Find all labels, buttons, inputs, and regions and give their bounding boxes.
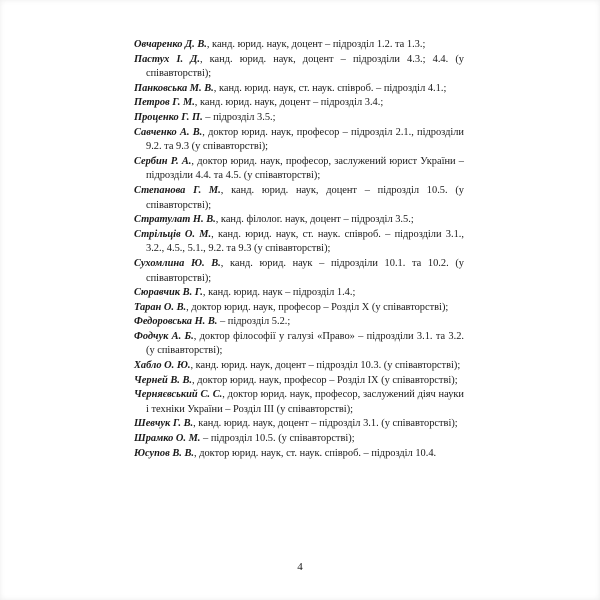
author-name: Фодчук А. Б. bbox=[134, 330, 194, 342]
author-entry bbox=[134, 257, 464, 286]
author-entry bbox=[134, 126, 464, 155]
author-contribution: – підрозділ 10.5. (у співавторстві); bbox=[200, 433, 355, 445]
author-entry bbox=[134, 82, 464, 97]
author-name: Проценко Г. П. bbox=[134, 111, 203, 123]
author-contribution: – підрозділ 5.2.; bbox=[217, 316, 291, 328]
author-name: Черняєвський С. С. bbox=[134, 389, 223, 401]
author-contribution: , канд. юрид. наук, доцент – підрозділ 10.3. (у співавторстві); bbox=[190, 360, 461, 372]
author-entry bbox=[134, 286, 464, 301]
author-contribution: , канд. філолог. наук, доцент – підрозділ 3.5.; bbox=[215, 214, 414, 226]
author-contribution: , канд. юрид. наук, доцент – підрозділи 4.3.; 4.4. (у співавторстві); bbox=[146, 53, 464, 80]
author-name: Сербин Р. А. bbox=[134, 155, 192, 167]
author-name: Степанова Г. М. bbox=[134, 184, 221, 196]
author-contribution: , доктор юрид. наук, професор, заслужений діяч науки і техніки України – Розділ III (у співавторстві); bbox=[146, 389, 464, 415]
author-entry bbox=[134, 111, 464, 126]
author-contribution: , доктор юрид. наук, професор – Розділ IX (у співавторстві); bbox=[192, 374, 458, 386]
author-entry bbox=[134, 155, 464, 184]
author-contribution: , канд. юрид. наук – підрозділ 1.4.; bbox=[202, 287, 356, 299]
page-number: 4 bbox=[297, 561, 303, 573]
author-entry bbox=[134, 96, 464, 111]
author-contribution: , канд. юрид. наук, ст. наук. співроб. – підрозділ 4.1.; bbox=[213, 82, 447, 94]
author-entry bbox=[134, 330, 464, 359]
author-name: Стрільців О. М. bbox=[134, 228, 212, 240]
author-contribution: , канд. юрид. наук – підрозділи 10.1. та 10.2. (у співавторстві); bbox=[146, 257, 464, 284]
author-name: Панковська М. В. bbox=[134, 82, 214, 94]
author-name: Шевчук Г. В. bbox=[134, 418, 194, 430]
author-contribution: , доктор юрид. наук, ст. наук. співроб. – підрозділ 10.4. bbox=[194, 447, 437, 459]
author-contribution: , доктор юрид. наук, професор, заслужений юрист України – підрозділи 4.4. та 4.5. (у співавторстві); bbox=[146, 155, 464, 182]
author-name: Петров Г. М. bbox=[134, 97, 195, 109]
author-entry bbox=[134, 301, 464, 316]
author-name: Шрамко О. М. bbox=[134, 433, 201, 445]
author-contribution: , доктор юрид. наук, професор – підрозділ 2.1., підрозділи 9.2. та 9.3 (у співавторстві); bbox=[146, 126, 464, 153]
author-name: Таран О. В. bbox=[134, 301, 187, 313]
author-entry bbox=[134, 228, 464, 257]
author-entry bbox=[134, 417, 464, 432]
author-entry bbox=[134, 374, 464, 389]
author-contribution: , доктор філософії у галузі «Право» – підрозділи 3.1. та 3.2. (у співавторстві); bbox=[146, 330, 464, 357]
author-name: Савченко А. В. bbox=[134, 126, 203, 138]
author-contribution: – підрозділ 3.5.; bbox=[202, 111, 276, 123]
author-entry bbox=[134, 315, 464, 330]
author-name: Черней В. В. bbox=[134, 374, 192, 386]
author-contribution: , канд. юрид. наук, доцент – підрозділ 3.4.; bbox=[194, 97, 384, 109]
author-entry bbox=[134, 184, 464, 213]
author-entry bbox=[134, 388, 464, 417]
author-contribution: , канд. юрид. наук, доцент – підрозділ 3.1. (у співавторстві); bbox=[193, 418, 458, 430]
author-name: Пастух І. Д. bbox=[134, 53, 200, 65]
author-name: Сюравчик В. Г. bbox=[134, 287, 203, 299]
author-name: Стратулат Н. В. bbox=[134, 214, 216, 226]
author-contribution: , канд. юрид. наук, доцент – підрозділ 10.5. (у співавторстві); bbox=[146, 184, 464, 211]
author-contribution: , канд. юрид. наук, ст. наук. співроб. – підрозділи 3.1., 3.2., 4.5., 5.1., 9.2. та 9.3 (у співавторстві); bbox=[146, 228, 464, 255]
author-name: Юсупов В. В. bbox=[134, 447, 194, 459]
author-entry bbox=[134, 447, 464, 462]
author-contribution: , канд. юрид. наук, доцент – підрозділ 1.2. та 1.3.; bbox=[206, 39, 426, 50]
author-entry bbox=[134, 432, 464, 447]
author-entry bbox=[134, 53, 464, 82]
author-entry bbox=[134, 359, 464, 374]
author-name: Сухомлина Ю. В. bbox=[134, 257, 221, 269]
author-entry bbox=[134, 38, 464, 53]
author-contribution: , доктор юрид. наук, професор – Розділ X (у співавторстві); bbox=[186, 301, 449, 313]
author-entry bbox=[134, 213, 464, 228]
author-name: Федоровська Н. В. bbox=[134, 316, 218, 328]
author-name: Хабло О. Ю. bbox=[134, 360, 191, 372]
author-name: Овчаренко Д. В. bbox=[134, 39, 207, 50]
author-list bbox=[134, 38, 464, 461]
